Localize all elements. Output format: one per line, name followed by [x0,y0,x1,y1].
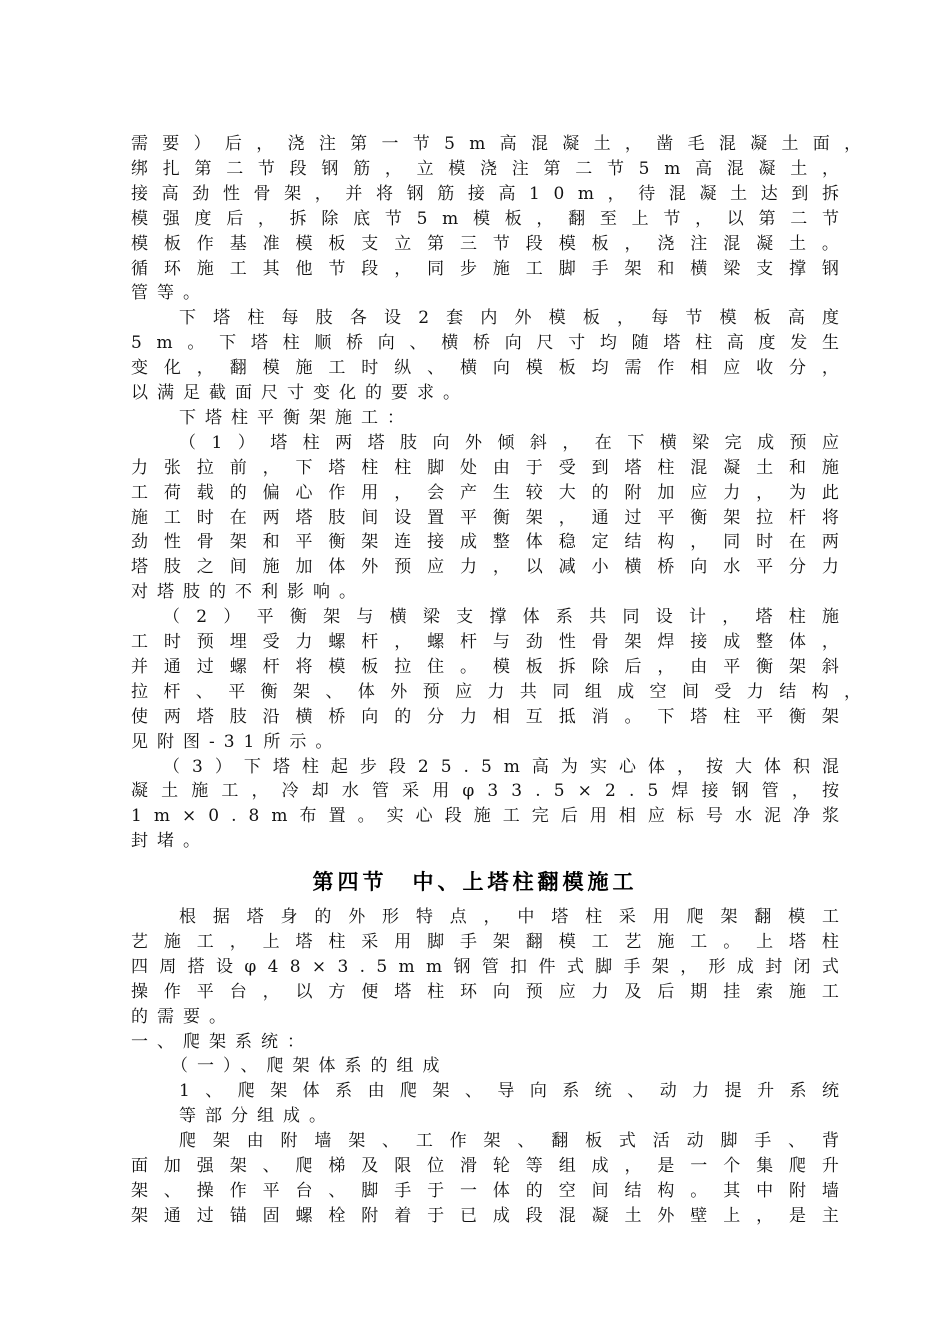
text-line: 下塔柱每肢各设2套内外模板，每节模板高度 [179,308,857,329]
text-line: 并通过螺杆将模板拉住。模板拆除后，由平衡架斜 [131,656,855,677]
text-line: 爬架由附墙架、工作架、翻板式活动脚手、背 [179,1131,856,1152]
text-line: 使两塔肢沿横桥向的分力相互抵消。下塔柱平衡架 [131,706,855,727]
text-line: 见附图-31所示。 [131,731,342,752]
section-title: 第四节 中、上塔柱翻模施工 [312,869,638,894]
text-line: （3）下塔柱起步段25.5m高为实心体，按大体积混 [163,756,852,777]
text-line: 架、操作平台、脚手于一体的空间结构。其中附墙 [131,1180,855,1201]
text-line: 一、爬架系统： [131,1031,313,1052]
text-line: 劲性骨架和平衡架连接成整体稳定结构，同时在两 [131,532,855,553]
text-line: 施工时在两塔肢间设置平衡架，通过平衡架拉杆将 [131,507,855,528]
text-line: 凝土施工，冷却水管采用φ33.5×2.5焊接钢管，按 [131,781,853,802]
text-line: 变化，翻模施工时纵、横向模板均需作相应收分， [131,358,855,379]
text-line: 工时预埋受力螺杆，螺杆与劲性骨架焊接成整体， [131,632,855,652]
text-line: 艺施工，上塔柱采用脚手架翻模工艺施工。上塔柱 [131,931,855,952]
text-line: 下塔柱平衡架施工： [179,407,413,428]
text-line: 1m×0.8m布置。实心段施工完后用相应标号水泥净浆 [131,806,852,827]
text-line: 操作平台，以方便塔柱环向预应力及后期挂索施工 [131,981,855,1002]
text-line: 以满足截面尺寸变化的要求。 [131,383,469,403]
text-line: （一）、爬架体系的组成 [171,1056,449,1077]
text-line: 1、爬架体系由爬架、导向系统、动力提升系统 [179,1081,855,1102]
text-line: 循环施工其他节段，同步施工脚手架和横梁支撑钢 [131,258,855,279]
text-line: 接高劲性骨架，并将钢筋接高10m，待混凝土达到拆 [131,183,853,204]
text-line: 5m。下塔柱顺桥向、横桥向尺寸均随塔柱高度发生 [131,333,854,354]
text-line: 拉杆、平衡架、体外预应力共同组成空间受力结构， [131,681,877,702]
text-line: 四周搭设φ48×3.5mm钢管扣件式脚手架，形成封闭式 [131,956,851,977]
text-line: 模板作基准模板支立第三节段模板，浇注混凝土。 [131,233,855,254]
text-line: 根据塔身的外形特点，中塔柱采用爬架翻模工 [179,907,856,927]
text-line: 工荷载的偏心作用，会产生较大的附加应力，为此 [131,482,855,503]
text-line: 塔肢之间施加体外预应力，以减小横桥向水平分力 [131,557,855,578]
text-line: 面加强架、爬梯及限位滑轮等组成，是一个集爬升 [131,1156,855,1176]
text-line: 需要）后，浇注第一节5m高混凝土，凿毛混凝土面， [131,134,876,154]
text-line: 架通过锚固螺栓附着于已成段混凝土外壁上，是主 [131,1205,855,1226]
text-line: 绑扎第二节段钢筋，立模浇注第二节5m高混凝土， [131,158,854,179]
text-line: 等部分组成。 [179,1106,335,1127]
text-line: 管等。 [131,283,209,304]
text-line: 对塔肢的不利影响。 [131,582,365,603]
text-line: （1）塔柱两塔肢向外倾斜，在下横梁完成预应 [179,432,855,453]
text-line: 封堵。 [131,831,209,852]
text-line: 模强度后，拆除底节5m模板，翻至上节，以第二节 [131,208,854,229]
text-line: 的需要。 [131,1006,235,1027]
text-line: （2）平衡架与横梁支撑体系共同设计，塔柱施 [163,607,856,628]
text-line: 力张拉前，下塔柱柱脚处由于受到塔柱混凝土和施 [131,457,855,478]
